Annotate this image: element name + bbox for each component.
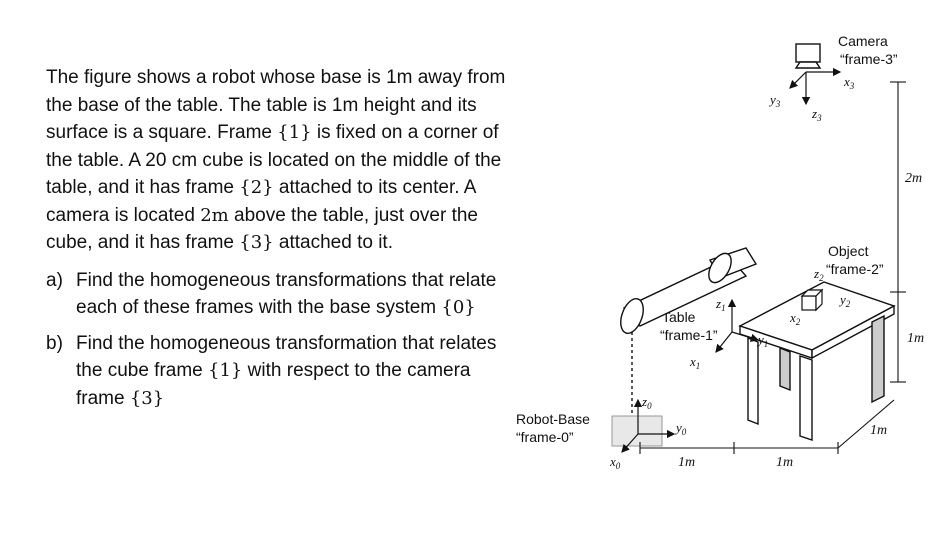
z2-label: $z_2$ <box>814 266 824 283</box>
text-run: The figure shows a robot whose base is 1m away from the base of the table. The table is 1m height and its surface is a square. Frame <box>46 67 506 143</box>
x0-label: $x_0$ <box>610 454 621 471</box>
y1-label: $y_1$ <box>758 332 769 349</box>
text-run: Find the homogeneous transformation that relates the cube frame <box>76 332 497 381</box>
text-run: above the table, just over the cube, and it has frame <box>46 204 478 253</box>
math-symbol: {1} <box>277 122 312 143</box>
base-label-line1: Robot-Base <box>516 411 590 427</box>
base-to-table-dimension: 1m <box>678 455 696 470</box>
question-a <box>46 267 516 322</box>
camera-icon <box>796 44 820 68</box>
x1-label: $x_1$ <box>690 354 701 371</box>
robot-table-figure <box>500 20 930 480</box>
y2-label: $y_2$ <box>840 292 851 309</box>
z3-label: $z_3$ <box>812 106 822 123</box>
camera-height-dimension: 2m <box>905 171 923 186</box>
table-label-line2: “frame-1” <box>660 327 718 343</box>
text-run: is fixed on a corner of the table. A 20 cm cube is located on the middle of the table, and it has frame <box>46 122 502 198</box>
math-symbol: {1} <box>208 360 243 381</box>
math-symbol: {3} <box>129 387 165 409</box>
text-run: attached to it. <box>273 232 393 253</box>
x3-label: $x_3$ <box>844 74 855 91</box>
problem-statement <box>46 64 516 420</box>
base-label-line2: “frame-0” <box>516 429 574 445</box>
question-a-label: a) <box>46 269 63 291</box>
cube-icon <box>802 290 822 310</box>
frame-3-axes <box>790 72 840 104</box>
question-b-label: b) <box>46 332 63 354</box>
object-label-line2: “frame-2” <box>826 261 884 277</box>
text-run: with respect to the camera frame <box>76 360 471 409</box>
problem-intro <box>46 64 516 257</box>
table-height-dimension: 1m <box>907 331 925 346</box>
z0-label: $z_0$ <box>642 394 652 411</box>
robot-base <box>612 416 662 446</box>
x2-label: $x_2$ <box>790 310 801 327</box>
table-depth-dimension: 1m <box>870 423 888 438</box>
question-a-text <box>76 267 516 322</box>
math-symbol: {2} <box>239 177 274 198</box>
text-run: Find the homogeneous transformations that relate each of these frames with the base system <box>76 269 497 318</box>
table-width-dimension: 1m <box>776 455 794 470</box>
math-symbol: 2m <box>200 204 229 226</box>
y0-label: $y_0$ <box>676 420 687 437</box>
dimension-lines <box>890 82 906 382</box>
math-symbol: {0} <box>441 297 476 318</box>
object-label-line1: Object <box>828 243 869 259</box>
z1-label: $z_1$ <box>716 296 726 313</box>
question-b-text <box>76 330 516 413</box>
camera-label-line1: Camera <box>838 33 888 49</box>
question-b <box>46 330 516 413</box>
y3-label: $y_3$ <box>770 92 781 109</box>
text-run: attached to its center. A camera is located <box>46 177 476 226</box>
math-symbol: {3} <box>239 232 274 253</box>
table-label-line1: Table <box>662 309 696 325</box>
camera-label-line2: “frame-3” <box>840 51 898 67</box>
